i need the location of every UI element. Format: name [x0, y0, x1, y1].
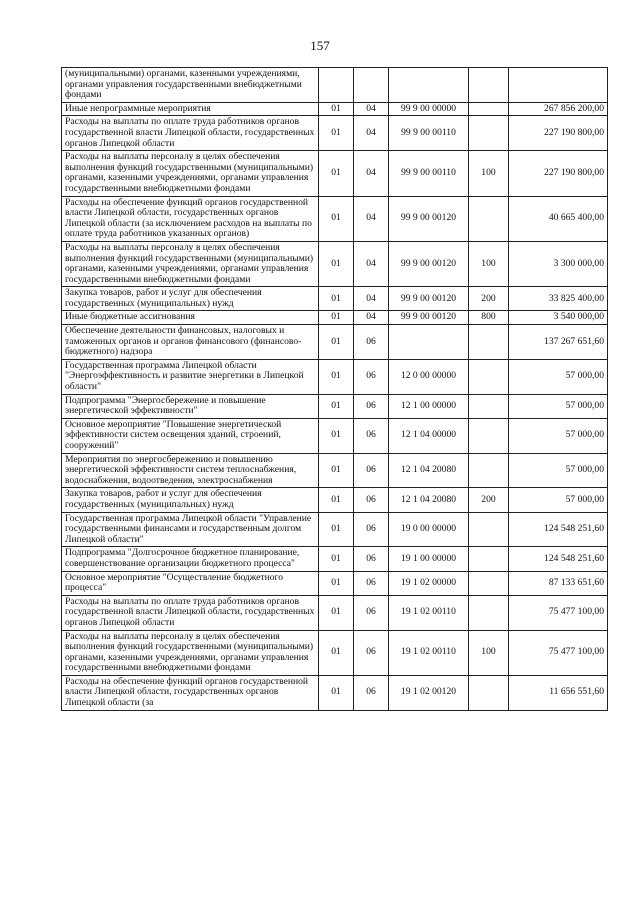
- cell-section: 01: [319, 630, 354, 675]
- cell-sum: 3 300 000,00: [509, 241, 608, 286]
- table-row: [62, 68, 608, 103]
- cell-target: 19 1 02 00110: [389, 630, 469, 675]
- cell-expense-type: 800: [469, 311, 509, 325]
- cell-expense-type: 200: [469, 287, 509, 311]
- cell-sum: 267 856 200,00: [509, 102, 608, 116]
- cell-target: 99 9 00 00110: [389, 116, 469, 151]
- cell-expense-type: [469, 547, 509, 571]
- cell-expense-type: 100: [469, 151, 509, 196]
- cell-name: Расходы на выплаты персоналу в целях обеспечения выполнения функций государственными (муниципальными) органами, казенными учреждениями, органами управления государственными внебюджетными фондами: [62, 630, 319, 675]
- cell-name: Расходы на обеспечение функций органов государственной власти Липецкой области, государственных органов Липецкой области (за: [62, 675, 319, 710]
- cell-sum: 124 548 251,60: [509, 547, 608, 571]
- budget-table: [61, 67, 608, 711]
- table-row: [62, 571, 608, 595]
- cell-expense-type: 100: [469, 630, 509, 675]
- table-row: [62, 359, 608, 394]
- cell-section: [319, 68, 354, 103]
- cell-target: 99 9 00 00120: [389, 196, 469, 241]
- cell-section: 01: [319, 547, 354, 571]
- cell-sum: 227 190 800,00: [509, 151, 608, 196]
- cell-expense-type: 100: [469, 241, 509, 286]
- cell-section: 01: [319, 359, 354, 394]
- table-row: [62, 418, 608, 453]
- cell-name: Государственная программа Липецкой области "Энергоэффективность и развитие энергетики в Липецкой области": [62, 359, 319, 394]
- table-row: [62, 488, 608, 512]
- cell-expense-type: [469, 359, 509, 394]
- cell-target: 99 9 00 00120: [389, 241, 469, 286]
- cell-expense-type: [469, 68, 509, 103]
- cell-subsection: 06: [354, 418, 389, 453]
- cell-subsection: 04: [354, 151, 389, 196]
- cell-target: 19 1 02 00110: [389, 595, 469, 630]
- table-row: [62, 287, 608, 311]
- cell-target: 12 1 04 20080: [389, 488, 469, 512]
- cell-section: 01: [319, 325, 354, 360]
- cell-section: 01: [319, 311, 354, 325]
- cell-target: 99 9 00 00120: [389, 311, 469, 325]
- cell-sum: 57 000,00: [509, 359, 608, 394]
- cell-name: Основное мероприятие "Осуществление бюджетного процесса": [62, 571, 319, 595]
- cell-name: Обеспечение деятельности финансовых, налоговых и таможенных органов и органов финансового (финансово-бюджетного) надзора: [62, 325, 319, 360]
- cell-name: Государственная программа Липецкой области "Управление государственными финансами и государственным долгом Липецкой области": [62, 512, 319, 547]
- cell-sum: 33 825 400,00: [509, 287, 608, 311]
- cell-target: 19 1 02 00120: [389, 675, 469, 710]
- cell-section: 01: [319, 151, 354, 196]
- cell-section: 01: [319, 595, 354, 630]
- cell-name: Основное мероприятие "Повышение энергетической эффективности систем освещения зданий, строений, сооружений": [62, 418, 319, 453]
- table-row: [62, 102, 608, 116]
- cell-sum: 40 665 400,00: [509, 196, 608, 241]
- cell-target: 99 9 00 00110: [389, 151, 469, 196]
- cell-name: Иные бюджетные ассигнования: [62, 311, 319, 325]
- cell-section: 01: [319, 418, 354, 453]
- cell-sum: 75 477 100,00: [509, 630, 608, 675]
- cell-sum: 137 267 651,60: [509, 325, 608, 360]
- cell-section: 01: [319, 571, 354, 595]
- cell-section: 01: [319, 488, 354, 512]
- cell-sum: 227 190 800,00: [509, 116, 608, 151]
- table-row: [62, 512, 608, 547]
- cell-subsection: 06: [354, 359, 389, 394]
- cell-target: 12 1 04 20080: [389, 453, 469, 488]
- cell-subsection: 04: [354, 196, 389, 241]
- table-row: [62, 311, 608, 325]
- cell-sum: 57 000,00: [509, 453, 608, 488]
- table-row: [62, 151, 608, 196]
- cell-subsection: 04: [354, 287, 389, 311]
- table-row: [62, 547, 608, 571]
- cell-subsection: [354, 68, 389, 103]
- table-row: [62, 630, 608, 675]
- cell-name: Мероприятия по энергосбережению и повышению энергетической эффективности систем теплоснабжения, водоснабжения, водоотведения, электроснабжения: [62, 453, 319, 488]
- table-row: [62, 595, 608, 630]
- cell-section: 01: [319, 102, 354, 116]
- cell-subsection: 06: [354, 595, 389, 630]
- cell-expense-type: 200: [469, 488, 509, 512]
- cell-section: 01: [319, 287, 354, 311]
- cell-subsection: 06: [354, 571, 389, 595]
- cell-target: [389, 68, 469, 103]
- cell-target: 12 0 00 00000: [389, 359, 469, 394]
- cell-name: Подпрограмма "Энергосбережение и повышение энергетической эффективности": [62, 394, 319, 418]
- page-number: 157: [310, 38, 330, 53]
- cell-section: 01: [319, 675, 354, 710]
- table-row: [62, 325, 608, 360]
- cell-subsection: 06: [354, 630, 389, 675]
- table-row: [62, 394, 608, 418]
- cell-sum: 57 000,00: [509, 418, 608, 453]
- cell-name: Закупка товаров, работ и услуг для обеспечения государственных (муниципальных) нужд: [62, 488, 319, 512]
- table-row: [62, 675, 608, 710]
- cell-subsection: 06: [354, 675, 389, 710]
- table-body: [62, 68, 608, 711]
- cell-expense-type: [469, 325, 509, 360]
- cell-section: 01: [319, 196, 354, 241]
- cell-subsection: 04: [354, 241, 389, 286]
- cell-expense-type: [469, 116, 509, 151]
- cell-target: 12 1 04 00000: [389, 418, 469, 453]
- cell-sum: [509, 68, 608, 103]
- cell-subsection: 04: [354, 102, 389, 116]
- cell-name: (муниципальными) органами, казенными учреждениями, органами управления государственными внебюджетными фондами: [62, 68, 319, 103]
- table-row: [62, 116, 608, 151]
- cell-expense-type: [469, 102, 509, 116]
- table-row: [62, 241, 608, 286]
- cell-sum: 57 000,00: [509, 394, 608, 418]
- cell-target: 99 9 00 00000: [389, 102, 469, 116]
- cell-subsection: 06: [354, 512, 389, 547]
- cell-sum: 3 540 000,00: [509, 311, 608, 325]
- cell-name: Расходы на выплаты персоналу в целях обеспечения выполнения функций государственными (муниципальными) органами, казенными учреждениями, органами управления государственными внебюджетными фондами: [62, 151, 319, 196]
- cell-subsection: 06: [354, 547, 389, 571]
- cell-subsection: 06: [354, 325, 389, 360]
- cell-expense-type: [469, 196, 509, 241]
- cell-target: [389, 325, 469, 360]
- cell-expense-type: [469, 418, 509, 453]
- table-row: [62, 196, 608, 241]
- cell-subsection: 04: [354, 311, 389, 325]
- cell-expense-type: [469, 453, 509, 488]
- cell-subsection: 04: [354, 116, 389, 151]
- cell-sum: 124 548 251,60: [509, 512, 608, 547]
- cell-target: 19 1 02 00000: [389, 571, 469, 595]
- cell-name: Закупка товаров, работ и услуг для обеспечения государственных (муниципальных) нужд: [62, 287, 319, 311]
- cell-section: 01: [319, 241, 354, 286]
- cell-section: 01: [319, 453, 354, 488]
- cell-target: 19 0 00 00000: [389, 512, 469, 547]
- cell-sum: 57 000,00: [509, 488, 608, 512]
- cell-target: 99 9 00 00120: [389, 287, 469, 311]
- cell-name: Расходы на выплаты персоналу в целях обеспечения выполнения функций государственными (муниципальными) органами, казенными учреждениями, органами управления государственными внебюджетными фондами: [62, 241, 319, 286]
- table-row: [62, 453, 608, 488]
- cell-name: Иные непрограммные мероприятия: [62, 102, 319, 116]
- cell-name: Расходы на выплаты по оплате труда работников органов государственной власти Липецкой области, государственных органов Липецкой области: [62, 116, 319, 151]
- cell-expense-type: [469, 512, 509, 547]
- cell-target: 19 1 00 00000: [389, 547, 469, 571]
- cell-expense-type: [469, 571, 509, 595]
- cell-name: Подпрограмма "Долгосрочное бюджетное планирование, совершенствование организации бюджетного процесса": [62, 547, 319, 571]
- cell-sum: 11 656 551,60: [509, 675, 608, 710]
- cell-section: 01: [319, 512, 354, 547]
- cell-subsection: 06: [354, 453, 389, 488]
- cell-section: 01: [319, 394, 354, 418]
- cell-sum: 75 477 100,00: [509, 595, 608, 630]
- cell-expense-type: [469, 675, 509, 710]
- cell-name: Расходы на выплаты по оплате труда работников органов государственной власти Липецкой области, государственных органов Липецкой области: [62, 595, 319, 630]
- cell-section: 01: [319, 116, 354, 151]
- cell-name: Расходы на обеспечение функций органов государственной власти Липецкой области, государственных органов Липецкой области (за исключением расходов на выплаты по оплате труда работников указанных органов): [62, 196, 319, 241]
- cell-subsection: 06: [354, 488, 389, 512]
- cell-expense-type: [469, 595, 509, 630]
- cell-subsection: 06: [354, 394, 389, 418]
- cell-sum: 87 133 651,60: [509, 571, 608, 595]
- cell-expense-type: [469, 394, 509, 418]
- cell-target: 12 1 00 00000: [389, 394, 469, 418]
